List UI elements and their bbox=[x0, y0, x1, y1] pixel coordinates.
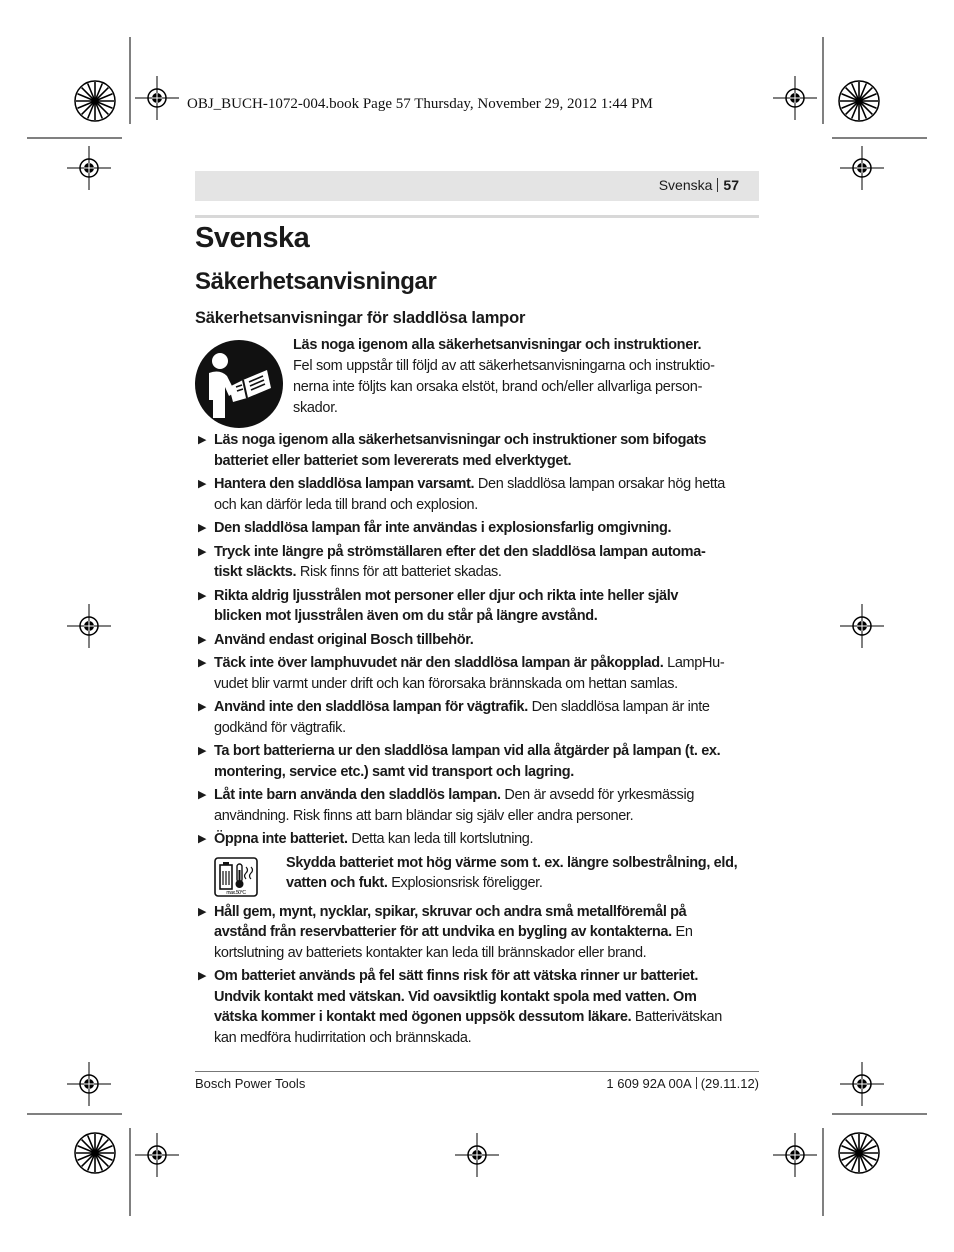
printer-slug-line: OBJ_BUCH-1072-004.book Page 57 Thursday, November 29, 2012 1:44 PM bbox=[187, 96, 653, 112]
item-bold-text: Använd endast original Bosch tillbehör. bbox=[214, 631, 474, 648]
bullet-arrow-icon: ▶ bbox=[198, 633, 207, 646]
item-bold-text: blicken mot ljusstrålen även om du står på längre avstånd. bbox=[214, 608, 598, 624]
item-normal-text: Den sladdlösa lampan orsakar hög hetta bbox=[474, 476, 725, 492]
item-bold-text: tiskt släckts. bbox=[214, 564, 297, 580]
item-line bbox=[214, 922, 761, 943]
item-normal-text: Explosionsrisk föreligger. bbox=[387, 875, 543, 891]
item-line bbox=[214, 1028, 761, 1049]
item-bold-text: Öppna inte batteriet. bbox=[214, 831, 348, 847]
footer-doc-number: 1 609 92A 00A bbox=[606, 1076, 692, 1091]
item-line bbox=[214, 762, 761, 783]
item-bold-text: Läs noga igenom alla säkerhetsanvisningar och instruktioner som bifogats bbox=[214, 432, 707, 448]
list-item bbox=[195, 785, 761, 826]
item-line bbox=[286, 873, 761, 894]
item-bold-text: Hantera den sladdlösa lampan varsamt. bbox=[214, 476, 475, 492]
bullet-arrow-icon: ▶ bbox=[198, 545, 207, 558]
item-line bbox=[214, 430, 761, 451]
item-line bbox=[214, 474, 761, 495]
item-line bbox=[214, 451, 761, 472]
bullet-arrow-icon: ▶ bbox=[198, 701, 207, 713]
bullet-arrow-icon: ▶ bbox=[198, 833, 207, 845]
item-normal-text: och kan därför leda till brand och explosion. bbox=[214, 496, 478, 513]
item-line bbox=[214, 697, 761, 718]
item-bold-text: batteriet eller batteriet som levererats med elverktyget. bbox=[214, 452, 572, 469]
item-normal-text: Den är avsedd för yrkesmässig bbox=[500, 787, 695, 803]
item-bold-text: vätska kommer i kontakt med ögonen uppsök dessutom läkare. bbox=[214, 1009, 632, 1025]
item-bold-text: Ta bort batterierna ur den sladdlösa lampan vid alla åtgärder på lampan (t. ex. bbox=[214, 743, 721, 759]
item-bold-text: Använd inte den sladdlösa lampan för vägtrafik. bbox=[214, 699, 528, 715]
list-item bbox=[195, 741, 761, 782]
item-line bbox=[214, 829, 761, 850]
bullet-arrow-icon: ▶ bbox=[198, 789, 207, 801]
item-bold-text: Skydda batteriet mot hög värme som t. ex. längre solbestrålning, eld, bbox=[286, 854, 738, 871]
item-normal-text: vudet blir varmt under drift och kan förorsaka brännskada om hettan samlas. bbox=[214, 675, 678, 692]
footer-brand: Bosch Power Tools bbox=[195, 1076, 306, 1091]
item-bold-text: Håll gem, mynt, nycklar, spikar, skruvar och andra små metallföremål på bbox=[214, 903, 687, 920]
item-normal-text: Risk finns för att batteriet skadas. bbox=[296, 564, 502, 580]
list-item bbox=[195, 542, 761, 583]
item-line bbox=[214, 653, 761, 674]
footer-rule bbox=[195, 1071, 759, 1072]
item-bold-text: Täck inte över lamphuvudet när den sladdlösa lampan är påkopplad. bbox=[214, 655, 664, 671]
item-line bbox=[214, 741, 761, 762]
battery-temperature-warning-icon bbox=[214, 857, 258, 897]
item-line bbox=[214, 966, 761, 987]
item-bold-text: montering, service etc.) samt vid transport och lagring. bbox=[214, 763, 574, 780]
list-item bbox=[195, 902, 761, 964]
item-line bbox=[214, 518, 761, 539]
item-bold-text: avstånd från reservbatterier för att undvika en bygling av kontakterna. bbox=[214, 924, 672, 940]
safety-instructions-list bbox=[195, 430, 761, 1051]
item-line bbox=[214, 987, 761, 1008]
item-normal-text: Detta kan leda till kortslutning. bbox=[347, 831, 534, 847]
list-item bbox=[195, 653, 761, 694]
item-normal-text: Den sladdlösa lampan är inte bbox=[527, 699, 710, 715]
item-bold-text: Tryck inte längre på strömställaren efter det den sladdlösa lampan automa- bbox=[214, 543, 706, 560]
item-normal-text: Batterivätskan bbox=[631, 1009, 722, 1025]
item-bold-text: Den sladdlösa lampan får inte användas i explosionsfarlig omgivning. bbox=[214, 520, 672, 536]
header-language: Svenska bbox=[658, 177, 713, 193]
intro-heading: Läs noga igenom alla säkerhetsanvisningar och instruktioner. bbox=[293, 337, 702, 353]
item-line bbox=[286, 853, 761, 874]
list-item bbox=[195, 586, 761, 627]
item-normal-text: LampHu- bbox=[663, 655, 725, 671]
bullet-arrow-icon: ▶ bbox=[198, 589, 207, 602]
item-bold-text: Om batteriet används på fel sätt finns risk för att vätska rinner ur batteriet. bbox=[214, 968, 699, 984]
subsection-title: Säkerhetsanvisningar för sladdlösa lampor bbox=[195, 309, 526, 327]
bullet-arrow-icon: ▶ bbox=[198, 657, 207, 669]
list-item bbox=[195, 966, 761, 1048]
item-line bbox=[214, 943, 761, 964]
battery-icon-caption: max.50°C bbox=[226, 889, 246, 896]
footer-date: (29.11.12) bbox=[700, 1076, 759, 1091]
list-item bbox=[195, 630, 761, 651]
page-title: Svenska bbox=[195, 222, 310, 254]
intro-paragraph bbox=[293, 335, 761, 419]
page-number: 57 bbox=[723, 177, 739, 193]
bullet-arrow-icon: ▶ bbox=[198, 970, 207, 982]
footer-divider bbox=[696, 1077, 697, 1089]
item-line bbox=[214, 1007, 761, 1028]
item-bold-text: Rikta aldrig ljusstrålen mot personer eller djur och rikta inte heller själv bbox=[214, 587, 679, 604]
item-line bbox=[214, 586, 761, 607]
item-bold-text: vatten och fukt. bbox=[286, 875, 388, 891]
footer-doc-info bbox=[606, 1076, 759, 1091]
read-manual-icon bbox=[195, 340, 283, 428]
item-normal-text: användning. Risk finns att barn bländar sig själv eller andra personer. bbox=[214, 807, 634, 824]
item-line bbox=[214, 674, 761, 695]
header-divider bbox=[717, 178, 718, 192]
header-text bbox=[659, 177, 739, 193]
item-bold-text: Undvik kontakt med vätskan. Vid oavsiktlig kontakt spola med vatten. Om bbox=[214, 988, 697, 1005]
list-item bbox=[195, 829, 761, 850]
intro-line: skador. bbox=[293, 400, 338, 416]
bullet-arrow-icon: ▶ bbox=[198, 522, 207, 534]
list-item bbox=[195, 430, 761, 471]
section-title: Säkerhetsanvisningar bbox=[195, 268, 437, 295]
intro-line: nerna inte följts kan orsaka elstöt, brand och/eller allvarliga person- bbox=[293, 379, 703, 395]
item-line bbox=[214, 542, 761, 563]
item-line bbox=[214, 785, 761, 806]
page-header bbox=[195, 171, 759, 201]
bullet-arrow-icon: ▶ bbox=[198, 478, 207, 490]
item-normal-text: En bbox=[671, 924, 693, 940]
list-item bbox=[195, 518, 761, 539]
header-rule bbox=[195, 215, 759, 218]
bullet-arrow-icon: ▶ bbox=[198, 434, 207, 446]
list-item bbox=[195, 474, 761, 515]
item-normal-text: kan medföra hudirritation och brännskada. bbox=[214, 1029, 472, 1046]
item-line bbox=[214, 630, 761, 651]
item-bold-text: Låt inte barn använda den sladdlös lampan. bbox=[214, 787, 501, 803]
bullet-arrow-icon: ▶ bbox=[198, 745, 207, 757]
intro-line: Fel som uppstår till följd av att säkerhetsanvisningarna och instruktio- bbox=[293, 358, 715, 374]
item-line bbox=[214, 562, 761, 583]
item-line bbox=[214, 806, 761, 827]
item-line bbox=[214, 606, 761, 627]
item-normal-text: godkänd för vägtrafik. bbox=[214, 719, 346, 736]
item-line bbox=[214, 902, 761, 923]
battery-heat-note bbox=[214, 853, 761, 897]
item-line bbox=[214, 495, 761, 516]
item-normal-text: kortslutning av batteriets kontakter kan leda till brännskador eller brand. bbox=[214, 944, 647, 961]
bullet-arrow-icon: ▶ bbox=[198, 905, 207, 918]
item-line bbox=[214, 718, 761, 739]
list-item bbox=[195, 697, 761, 738]
